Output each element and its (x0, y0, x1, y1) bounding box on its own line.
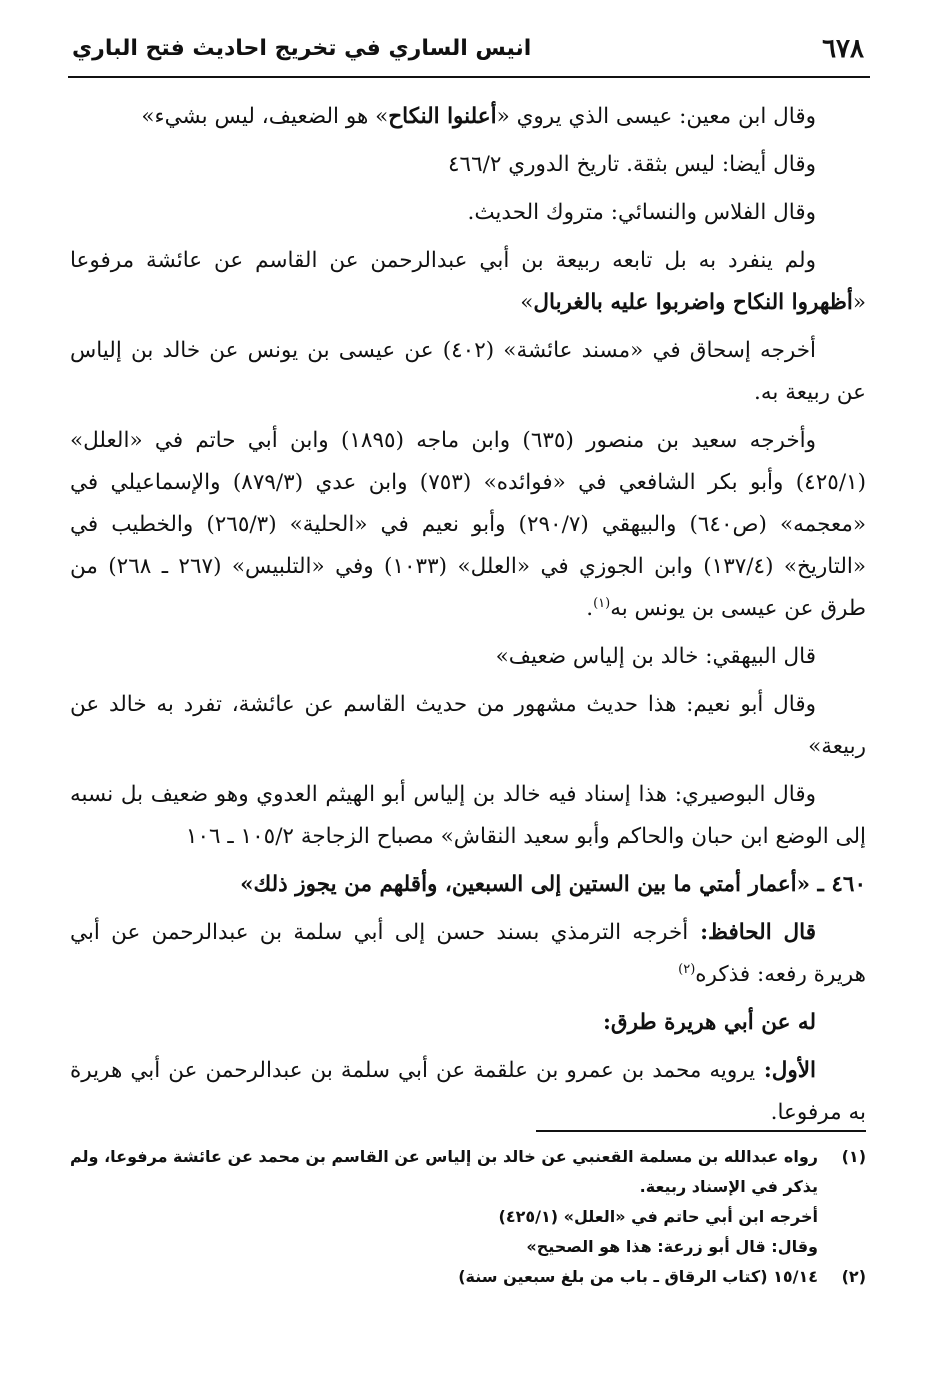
footnote (70, 1142, 866, 1262)
paragraph (70, 774, 866, 858)
page-number: ٦٧٨ (822, 34, 864, 64)
paragraph (70, 96, 866, 138)
paragraph (70, 1002, 866, 1044)
text-segment: ٤٦٠ ـ «أعمار أمتي ما بين الستين إلى السبعين، وأقلهم من يجوز ذلك» (240, 872, 866, 897)
paragraph (70, 420, 866, 630)
text-segment: أخرجه الترمذي بسند حسن إلى أبي سلمة بن عبدالرحمن عن أبي هريرة رفعه: فذكره (70, 920, 866, 987)
text-segment: أخرجه إسحاق في «مسند عائشة» (٤٠٢) عن عيسى بن يونس عن خالد بن إلياس عن ربيعة به. (70, 338, 866, 405)
text-segment: أظهروا النكاح واضربوا عليه بالغربال (533, 290, 853, 315)
text-segment: وقال البوصيري: هذا إسناد فيه خالد بن إلياس أبو الهيثم العدوي وهو ضعيف بل نسبه إلى الوضع ابن حبان والحاكم وأبو سعيد النقاش» مصباح الزجاجة ١٠٥/٢ ـ ١٠٦ (70, 782, 866, 849)
footnote-ref: (٢) (678, 961, 696, 977)
text-segment: الأول: (755, 1058, 816, 1083)
text-segment: » (520, 290, 534, 315)
footnote-number: (١) (841, 1147, 866, 1166)
paragraph (70, 240, 866, 324)
footnotes (70, 1142, 866, 1292)
text-segment: ولم ينفرد به بل تابعه ربيعة بن أبي عبدالرحمن عن القاسم عن عائشة مرفوعا « (70, 248, 866, 315)
text-segment: قال الحافظ: (688, 920, 816, 945)
footnote-divider (536, 1130, 866, 1132)
footnote-line: ١٥/١٤ (كتاب الرقاق ـ باب من بلغ سبعين سنة) (458, 1267, 818, 1286)
text-segment: وقال أيضا: ليس بثقة. تاريخ الدوري ٤٦٦/٢ (447, 152, 816, 177)
paragraph (70, 1050, 866, 1134)
footnote-line: أخرجه ابن أبي حاتم في «العلل» (٤٢٥/١) (498, 1207, 818, 1226)
text-segment: وقال الفلاس والنسائي: متروك الحديث. (467, 200, 816, 225)
footnote-body (70, 1262, 818, 1292)
text-segment: وقال أبو نعيم: هذا حديث مشهور من حديث القاسم عن عائشة، تفرد به خالد عن ربيعة» (70, 692, 866, 759)
footnote-ref: (١) (593, 595, 611, 611)
text-segment: . (586, 596, 594, 621)
paragraph (70, 684, 866, 768)
main-text (70, 96, 866, 1140)
text-segment: أعلنوا النكاح (388, 104, 497, 129)
text-segment: قال البيهقي: خالد بن إلياس ضعيف» (495, 644, 816, 669)
paragraph (70, 636, 866, 678)
text-segment: له عن أبي هريرة طرق: (603, 1010, 816, 1035)
text-segment: » هو الضعيف، ليس بشيء» (141, 104, 389, 129)
paragraph (70, 864, 866, 906)
paragraph (70, 144, 866, 186)
page-header (68, 28, 870, 78)
running-title: انيس الساري في تخريج احاديث فتح الباري (72, 36, 532, 61)
footnote-number: (٢) (841, 1267, 866, 1286)
text-segment: وأخرجه سعيد بن منصور (٦٣٥) وابن ماجه (١٨٩٥) وابن أبي حاتم في «العلل» (٤٢٥/١) وأبو بكر الشافعي في «فوائده» (٧٥٣) وابن عدي (٨٧٩/٣) والإسماعيلي في «معجمه» (ص٦٤٠) والبيهقي (٢٩٠/٧) وأبو نعيم في «الحلية» (٢٦٥/٣) والخطيب في «التاريخ» (١٣٧/٤) وابن الجوزي في «العلل» (١٠٣٣) وفي «التلبيس» (٢٦٧ ـ ٢٦٨) من طرق عن عيسى بن يونس به (70, 428, 867, 621)
paragraph (70, 192, 866, 234)
text-segment: يرويه محمد بن عمرو بن علقمة عن أبي سلمة بن عبدالرحمن عن أبي هريرة به مرفوعا. (70, 1058, 866, 1125)
paragraph (70, 330, 866, 414)
footnote-body (70, 1142, 818, 1262)
footnote-line: رواه عبدالله بن مسلمة القعنبي عن خالد بن إلياس عن القاسم بن محمد عن عائشة مرفوعا، ولم يذكر في الإسناد ربيعة. (70, 1147, 818, 1196)
footnote (70, 1262, 866, 1292)
text-segment: وقال ابن معين: عيسى الذي يروي « (496, 104, 816, 129)
footnote-line: وقال: قال أبو زرعة: هذا هو الصحيح» (526, 1237, 818, 1256)
paragraph (70, 912, 866, 996)
